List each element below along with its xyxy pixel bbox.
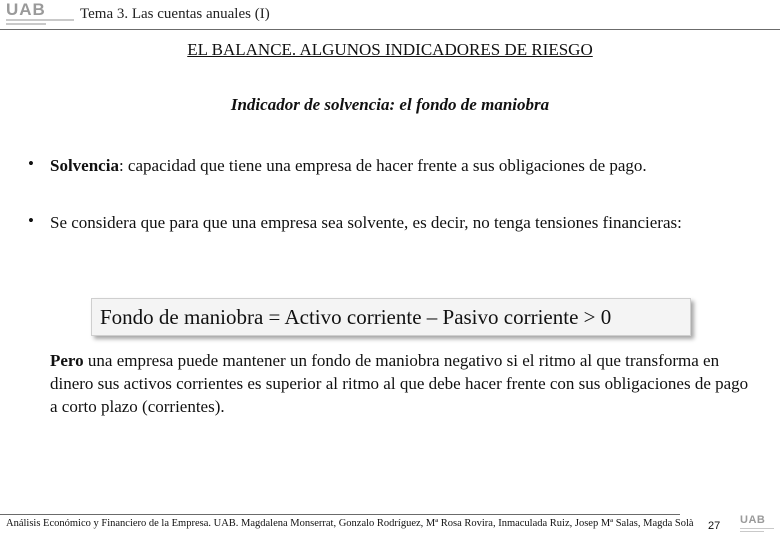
note-text: una empresa puede mantener un fondo de maniobra negativo si el ritmo al que transforma en dinero sus activos corrientes es superior al ritmo al que debe hacer frente con sus obligaciones de pago a corto plazo (corrientes). <box>50 351 749 416</box>
header-divider <box>0 29 780 30</box>
slide-subtitle: Indicador de solvencia: el fondo de maniobra <box>230 95 550 114</box>
bullet-solvente: Se considera que para que una empresa sea solvente, es decir, no tenga tensiones financieras: <box>50 213 682 232</box>
logo-lines <box>740 528 776 532</box>
slide-title: EL BALANCE. ALGUNOS INDICADORES DE RIESGO <box>187 40 593 59</box>
bullet-term: Solvencia <box>50 156 119 175</box>
bullet-marker: • <box>28 211 34 230</box>
note-term: Pero <box>50 351 84 370</box>
formula-text: Fondo de maniobra = Activo corriente – Pasivo corriente > 0 <box>100 305 612 329</box>
bullet-solvencia <box>50 154 747 177</box>
footer-divider <box>0 514 680 515</box>
footer-credits: Análisis Económico y Financiero de la Empresa. UAB. Magdalena Monserrat, Gonzalo Rodríguez, Mª Rosa Rovira, Inmaculada Ruiz, Josep Mª Salas, Magda Solà <box>6 518 694 529</box>
uab-logo-footer <box>740 515 776 539</box>
bullet-text: : capacidad que tiene una empresa de hacer frente a sus obligaciones de pago. <box>118 156 647 175</box>
logo-mark: UAB <box>6 0 46 19</box>
logo-mark: UAB <box>740 514 766 526</box>
formula-box <box>91 298 691 336</box>
bullet-marker: • <box>28 154 34 173</box>
logo-lines <box>6 19 80 25</box>
note-paragraph <box>50 349 750 418</box>
page-number: 27 <box>708 520 721 532</box>
header-title: Tema 3. Las cuentas anuales (I) <box>80 6 270 22</box>
uab-logo <box>6 2 80 28</box>
